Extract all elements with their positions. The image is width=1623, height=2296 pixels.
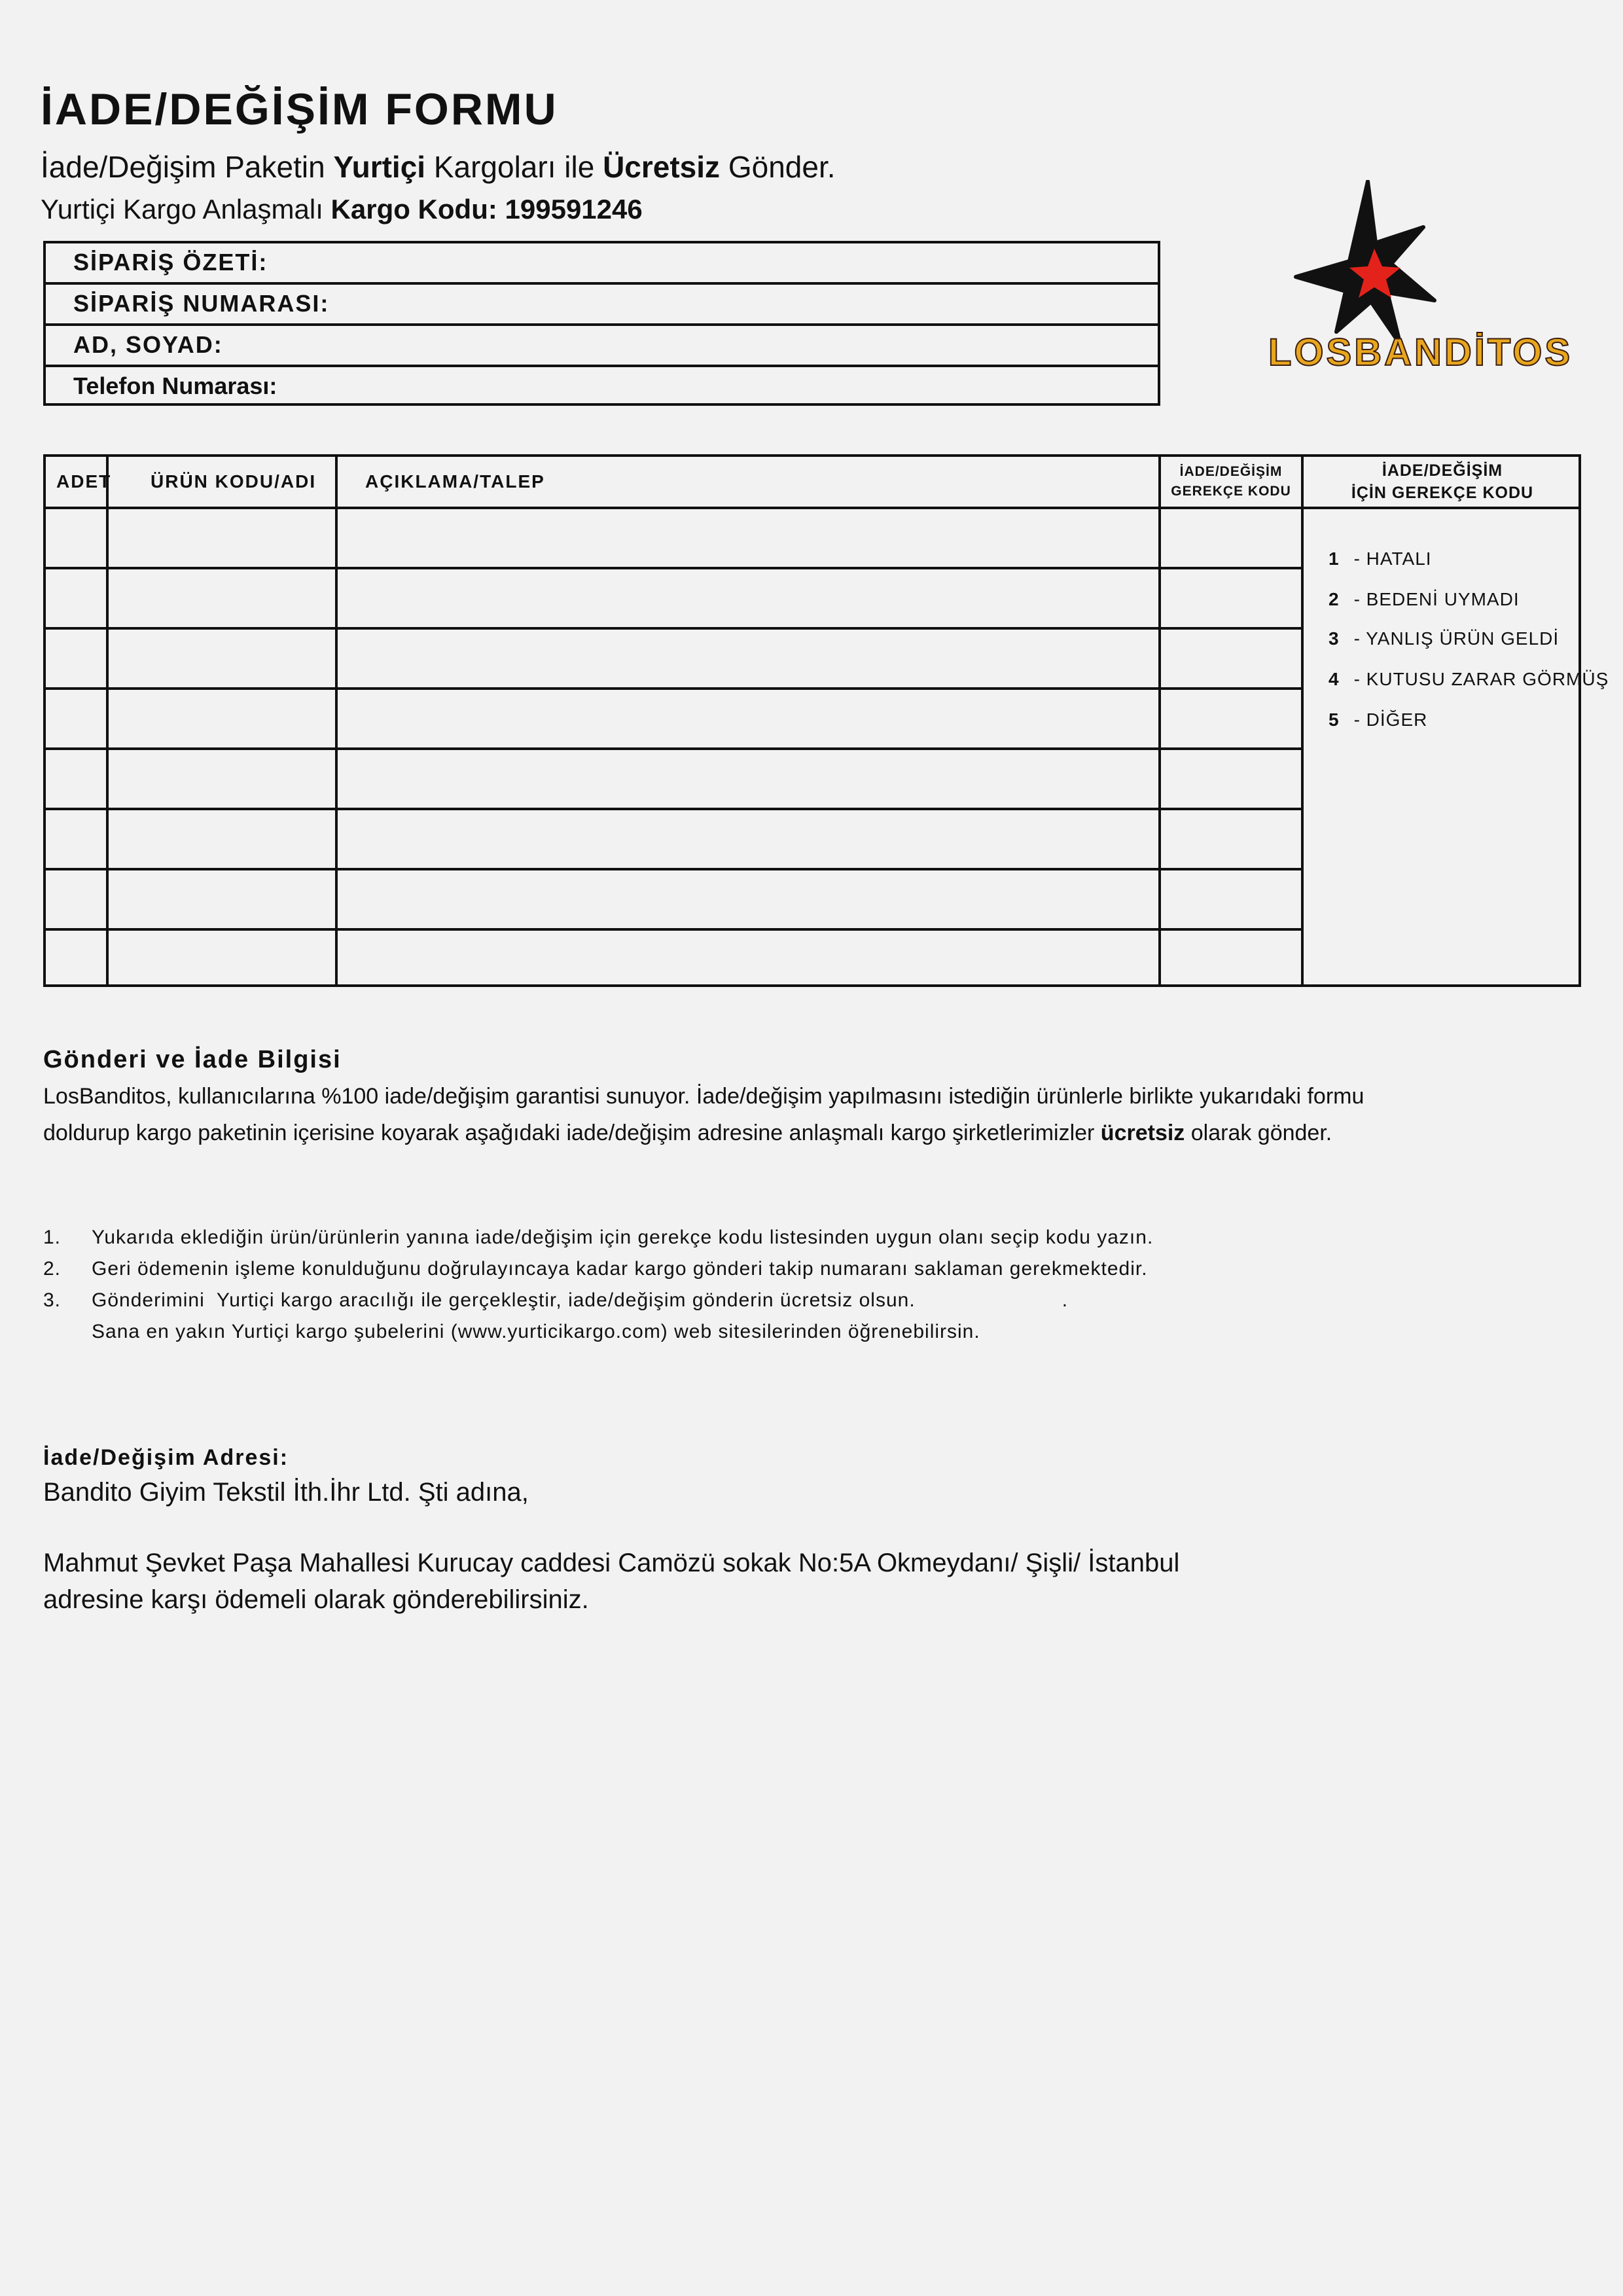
cell-urun[interactable] [109,569,335,627]
address-line-3: adresine karşı ödemeli olarak gönderebilirsiniz. [43,1585,589,1614]
step-number: 3. [43,1289,62,1311]
order-number-field[interactable]: SİPARİŞ NUMARASI: [46,285,1158,326]
cell-urun[interactable] [109,750,335,808]
cell-gerekce[interactable] [1161,870,1301,928]
reason-num: 2 [1329,589,1340,609]
header-aciklama: AÇIKLAMA/TALEP [365,471,545,492]
step-item [43,1258,1148,1280]
step-text: Geri ödemenin işleme konulduğunu doğrulayıncaya kadar kargo gönderi takip numaranı saklaman gerekmektedir. [92,1258,1148,1280]
subtitle-text-1: İade/Değişim Paketin [41,150,334,184]
reason-num: 5 [1329,709,1340,730]
cell-urun[interactable] [109,690,335,747]
cell-gerekce[interactable] [1161,630,1301,687]
cell-aciklama[interactable] [338,810,1158,868]
phone-number-field[interactable]: Telefon Numarası: [73,372,277,399]
cell-urun[interactable] [109,870,335,928]
cell-aciklama[interactable] [338,870,1158,928]
step-number: 1. [43,1227,62,1248]
header-reason-codes [1304,459,1581,504]
step-text: Yukarıda eklediğin ürün/ürünlerin yanına iade/değişim için gerekçe kodu listesinden uygun olanı seçip kodu yazın. [92,1227,1154,1248]
order-info-box [43,241,1160,406]
address-label: İade/Değişim Adresi: [43,1445,289,1470]
subtitle-text-2: Kargoları ile [425,150,603,184]
shipping-info-title: Gönderi ve İade Bilgisi [43,1046,342,1073]
reason-label: - KUTUSU ZARAR GÖRMÜŞ [1353,669,1609,689]
reason-item [1329,548,1432,569]
cell-gerekce[interactable] [1161,509,1301,567]
kargo-prefix: Yurtiçi Kargo Anlaşmalı [41,194,331,224]
cell-urun[interactable] [109,630,335,687]
step-text: Sana en yakın Yurtiçi kargo şubelerini (www.yurticikargo.com) web sitesilerinden öğrenebilirsin. [92,1321,980,1342]
subtitle-bold-yurtici: Yurtiçi [333,150,426,184]
cell-aciklama[interactable] [338,690,1158,747]
cell-adet[interactable] [48,750,106,808]
reason-item [1329,628,1559,649]
header-urun: ÜRÜN KODU/ADI [151,471,317,492]
cell-gerekce[interactable] [1161,690,1301,747]
reason-num: 1 [1329,548,1340,569]
return-items-table [43,454,1609,987]
header-reason-line2: İÇİN GEREKÇE KODU [1351,484,1534,502]
shipping-info-text-2 [43,1121,1332,1146]
cell-aciklama[interactable] [338,750,1158,808]
cell-urun[interactable] [109,810,335,868]
table-divider [335,457,338,509]
header-gerekce-line1: İADE/DEĞİŞİM [1179,464,1283,479]
cell-adet[interactable] [48,810,106,868]
cell-gerekce[interactable] [1161,810,1301,868]
cell-urun[interactable] [109,931,335,988]
subtitle-text-3: Gönder. [720,150,836,184]
reason-item [1329,709,1427,730]
reason-label: - DİĞER [1353,709,1428,730]
cell-adet[interactable] [48,931,106,988]
brand-logo-text: LOSBANDİTOS [1268,331,1573,374]
subtitle-bold-ucretsiz: Ücretsiz [603,150,721,184]
reason-num: 4 [1329,669,1340,689]
step-item [43,1289,1068,1312]
shipping-info-text-2a: doldurup kargo paketinin içerisine koyarak aşağıdaki iade/değişim adresine anlaşmalı kargo şirketlerimizler [43,1121,1101,1145]
reason-item [1329,589,1520,610]
reason-num: 3 [1329,628,1340,649]
address-line-1: Bandito Giyim Tekstil İth.İhr Ltd. Şti adına, [43,1478,529,1507]
subtitle [41,149,836,185]
reason-label: - YANLIŞ ÜRÜN GELDİ [1353,628,1560,649]
reason-label: - HATALI [1353,548,1432,569]
cell-adet[interactable] [48,870,106,928]
shipping-info-text-2b: olarak gönder. [1185,1121,1332,1145]
reason-item [1329,669,1609,690]
shipping-info-text-1: LosBanditos, kullanıcılarına %100 iade/değişim garantisi sunuyor. İade/değişim yapılmasını istediğin ürünlerle birlikte yukarıdaki formu [43,1084,1364,1109]
cell-aciklama[interactable] [338,931,1158,988]
name-surname-field[interactable]: AD, SOYAD: [46,326,1158,367]
shipping-free-bold: ücretsiz [1100,1121,1185,1145]
cell-adet[interactable] [48,630,106,687]
page-title: İADE/DEĞİŞİM FORMU [41,84,558,134]
step-item [43,1227,1153,1249]
cell-aciklama[interactable] [338,569,1158,627]
header-gerekce [1161,462,1301,501]
address-line-2: Mahmut Şevket Paşa Mahallesi Kurucay caddesi Camözü sokak No:5A Okmeydanı/ Şişli/ İstanbul [43,1549,1180,1577]
reason-label: - BEDENİ UYMADI [1353,589,1520,609]
cell-adet[interactable] [48,690,106,747]
header-reason-line1: İADE/DEĞİŞİM [1382,461,1503,480]
header-adet: ADET [56,471,112,492]
table-divider [1301,457,1304,984]
kargo-code: Kargo Kodu: 199591246 [330,194,643,224]
cell-gerekce[interactable] [1161,569,1301,627]
cell-aciklama[interactable] [338,630,1158,687]
order-summary-field[interactable]: SİPARİŞ ÖZETİ: [46,243,1158,285]
cell-aciklama[interactable] [338,509,1158,567]
step-number: 2. [43,1258,62,1280]
cell-adet[interactable] [48,509,106,567]
step-item [43,1321,980,1343]
step-text: Gönderimini Yurtiçi kargo aracılığı ile gerçekleştir, iade/değişim gönderin ücretsiz olsun. . [92,1289,1069,1311]
header-gerekce-line2: GEREKÇE KODU [1171,484,1291,499]
cell-adet[interactable] [48,569,106,627]
cell-gerekce[interactable] [1161,750,1301,808]
cell-urun[interactable] [109,509,335,567]
cell-gerekce[interactable] [1161,931,1301,988]
kargo-code-line [41,194,643,225]
